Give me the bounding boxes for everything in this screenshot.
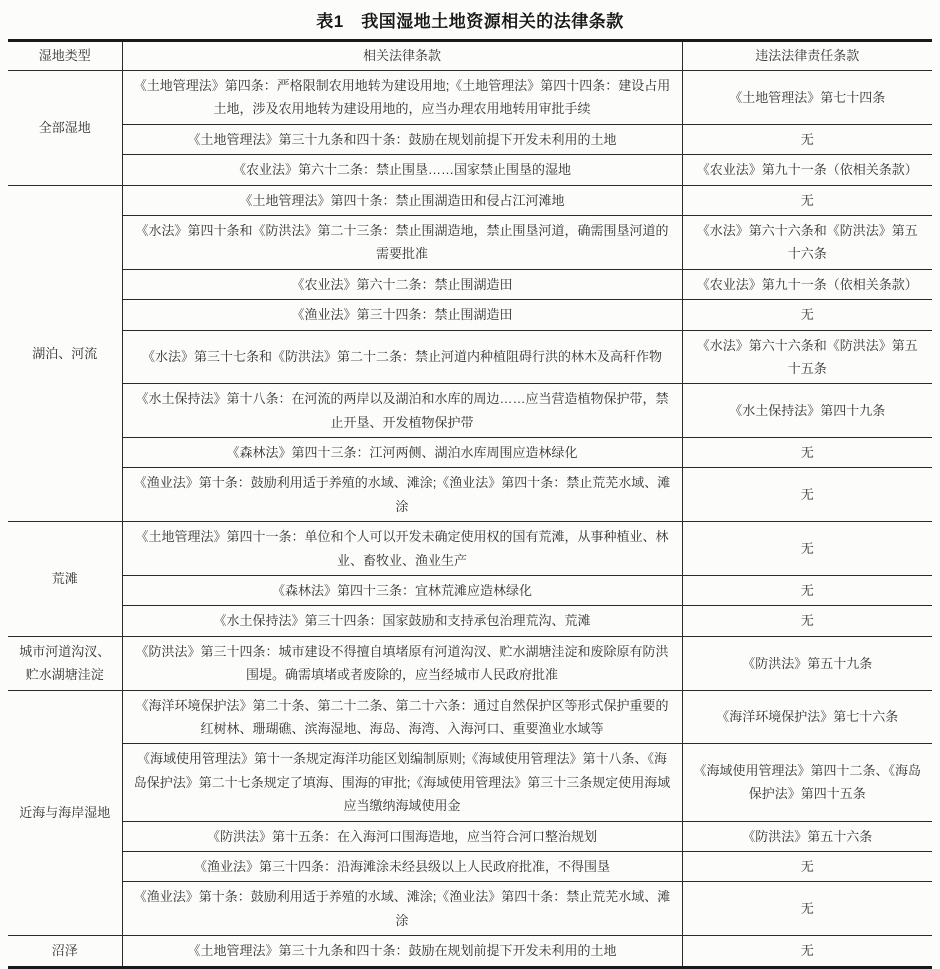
table-row [8, 636, 932, 690]
liability-cell: 《水法》第六十六条和《防洪法》第五十六条 [682, 215, 932, 269]
liability-cell: 无 [682, 438, 932, 468]
law-table [8, 39, 932, 969]
table-row [8, 438, 932, 468]
wetland-type-cell: 近海与海岸湿地 [8, 690, 122, 936]
law-cell: 《土地管理法》第三十九条和四十条：鼓励在规划前提下开发未利用的土地 [122, 124, 682, 154]
wetland-type-cell: 城市河道沟汊、贮水湖塘洼淀 [8, 636, 122, 690]
law-cell: 《水土保持法》第十八条：在河流的两岸以及湖泊和水库的周边……应当营造植物保护带，禁止开垦、开发植物保护带 [122, 384, 682, 438]
liability-cell: 无 [682, 522, 932, 576]
liability-cell: 无 [682, 606, 932, 636]
liability-cell: 无 [682, 936, 932, 967]
table-row [8, 300, 932, 330]
law-cell: 《渔业法》第十条：鼓励利用适于养殖的水域、滩涂;《渔业法》第四十条：禁止荒芜水域、滩涂 [122, 882, 682, 936]
law-cell: 《土地管理法》第四十一条：单位和个人可以开发未确定使用权的国有荒滩，从事种植业、林业、畜牧业、渔业生产 [122, 522, 682, 576]
table-row [8, 124, 932, 154]
table-row [8, 269, 932, 299]
header-row [8, 41, 932, 71]
table-row [8, 882, 932, 936]
wetland-type-cell: 荒滩 [8, 522, 122, 637]
liability-cell: 无 [682, 851, 932, 881]
col-header-wetland-type: 湿地类型 [8, 41, 122, 71]
table-row [8, 690, 932, 744]
col-header-related-laws: 相关法律条款 [122, 41, 682, 71]
law-cell: 《渔业法》第三十四条：沿海滩涂未经县级以上人民政府批准，不得围垦 [122, 851, 682, 881]
liability-cell: 无 [682, 468, 932, 522]
liability-cell: 《土地管理法》第七十四条 [682, 71, 932, 125]
table-title: 表1 我国湿地土地资源相关的法律条款 [316, 12, 624, 31]
liability-cell: 《防洪法》第五十六条 [682, 821, 932, 851]
table-row [8, 71, 932, 125]
table-row [8, 384, 932, 438]
table-row [8, 851, 932, 881]
wetland-type-cell: 沼泽 [8, 936, 122, 967]
law-cell: 《森林法》第四十三条：江河两侧、湖泊水库周围应造林绿化 [122, 438, 682, 468]
law-cell: 《渔业法》第十条：鼓励利用适于养殖的水域、滩涂;《渔业法》第四十条：禁止荒芜水域、滩涂 [122, 468, 682, 522]
law-cell: 《渔业法》第三十四条：禁止围湖造田 [122, 300, 682, 330]
liability-cell: 《水土保持法》第四十九条 [682, 384, 932, 438]
table-row [8, 330, 932, 384]
liability-cell: 《防洪法》第五十九条 [682, 636, 932, 690]
wetland-type-cell: 全部湿地 [8, 71, 122, 186]
law-cell: 《水法》第四十条和《防洪法》第二十三条：禁止围湖造地，禁止围垦河道，确需围垦河道的需要批准 [122, 215, 682, 269]
law-cell: 《土地管理法》第三十九条和四十条：鼓励在规划前提下开发未利用的土地 [122, 936, 682, 967]
table-row [8, 821, 932, 851]
liability-cell: 无 [682, 576, 932, 606]
liability-cell: 《农业法》第九十一条（依相关条款） [682, 269, 932, 299]
table-row [8, 522, 932, 576]
table-row [8, 468, 932, 522]
liability-cell: 《农业法》第九十一条（依相关条款） [682, 155, 932, 185]
law-cell: 《海洋环境保护法》第二十条、第二十二条、第二十六条：通过自然保护区等形式保护重要的红树林、珊瑚礁、滨海湿地、海岛、海湾、入海河口、重要渔业水域等 [122, 690, 682, 744]
liability-cell: 《水法》第六十六条和《防洪法》第五十五条 [682, 330, 932, 384]
liability-cell: 无 [682, 882, 932, 936]
liability-cell: 无 [682, 300, 932, 330]
law-cell: 《水土保持法》第三十四条：国家鼓励和支持承包治理荒沟、荒滩 [122, 606, 682, 636]
table-body [8, 71, 932, 968]
law-cell: 《防洪法》第十五条：在入海河口围海造地，应当符合河口整治规划 [122, 821, 682, 851]
law-cell: 《农业法》第六十二条：禁止围湖造田 [122, 269, 682, 299]
table-row [8, 155, 932, 185]
law-cell: 《防洪法》第三十四条：城市建设不得擅自填堵原有河道沟汊、贮水湖塘洼淀和废除原有防洪围堤。确需填堵或者废除的，应当经城市人民政府批准 [122, 636, 682, 690]
law-cell: 《水法》第三十七条和《防洪法》第二十二条：禁止河道内种植阻碍行洪的林木及高秆作物 [122, 330, 682, 384]
liability-cell: 无 [682, 124, 932, 154]
table-row [8, 576, 932, 606]
law-cell: 《海域使用管理法》第十一条规定海洋功能区划编制原则;《海域使用管理法》第十八条、《海岛保护法》第二十七条规定了填海、围海的审批;《海域使用管理法》第三十三条规定使用海域应当缴纳海域使用金 [122, 744, 682, 821]
law-cell: 《土地管理法》第四条：严格限制农用地转为建设用地;《土地管理法》第四十四条：建设占用土地，涉及农用地转为建设用地的，应当办理农用地转用审批手续 [122, 71, 682, 125]
table-row [8, 936, 932, 967]
law-cell: 《土地管理法》第四十条：禁止围湖造田和侵占江河滩地 [122, 185, 682, 215]
liability-cell: 无 [682, 185, 932, 215]
table-row [8, 185, 932, 215]
col-header-liability-laws: 违法法律责任条款 [682, 41, 932, 71]
table-row [8, 215, 932, 269]
law-cell: 《农业法》第六十二条：禁止围垦……国家禁止围垦的湿地 [122, 155, 682, 185]
law-cell: 《森林法》第四十三条：宜林荒滩应造林绿化 [122, 576, 682, 606]
liability-cell: 《海洋环境保护法》第七十六条 [682, 690, 932, 744]
liability-cell: 《海域使用管理法》第四十二条、《海岛保护法》第四十五条 [682, 744, 932, 821]
wetland-type-cell: 湖泊、河流 [8, 185, 122, 522]
table-row [8, 606, 932, 636]
table-row [8, 744, 932, 821]
